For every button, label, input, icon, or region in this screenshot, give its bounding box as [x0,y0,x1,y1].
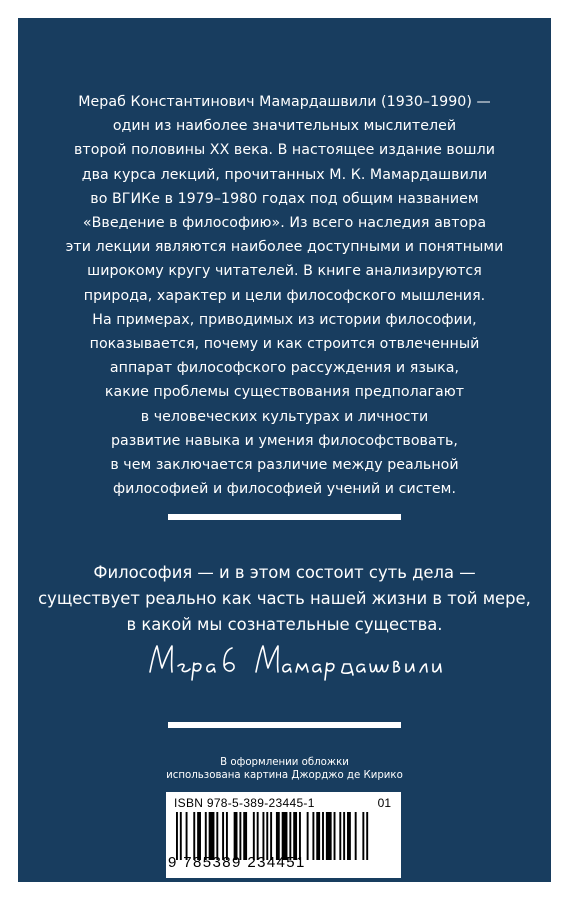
description-line: эти лекции являются наиболее доступными и понятными [65,239,504,256]
book-description [48,90,521,501]
description-line: второй половины XX века. В настоящее издание вошли [74,142,495,159]
barcode-bars [176,812,386,860]
cover-art-credit [158,756,411,782]
author-quote [38,560,531,638]
description-line: природа, характер и цели философского мышления. [83,287,486,304]
description-line: аппарат философского рассуждения и языка, [109,360,460,377]
isbn-barcode [166,792,401,878]
credit-line: В оформлении обложки [220,757,349,768]
description-line: развитие навыка и умения философствовать, [110,432,458,449]
barcode-addon: 01 [377,796,391,810]
author-signature [128,638,448,682]
quote-line: существует реально как часть нашей жизни в той мере, [38,589,531,608]
description-line: «Введение в философию». Из всего наследия автора [82,215,487,232]
description-line: в чем заключается различие между реальной [110,457,459,474]
credit-line: использована картина Джорджо де Кирико [166,770,403,781]
description-line: широкому кругу читателей. В книге анализируются [87,263,482,280]
quote-line: в какой мы сознательные существа. [126,615,443,634]
description-line: один из наиболее значительных мыслителей [112,118,457,135]
description-line: Мераб Константинович Мамардашвили (1930–1990) — [78,94,491,110]
description-line: показывается, почему и как строится отвлеченный [89,336,480,353]
description-line: во ВГИКе в 1979–1980 годах под общим названием [90,190,479,207]
description-line: какие проблемы существования предполагают [104,384,465,401]
description-line: философией и философией учений и систем. [113,481,456,498]
back-cover [18,18,551,882]
isbn-digits: 9 785389 234451 [168,854,306,871]
quote-line: Философия — и в этом состоит суть дела — [93,563,476,582]
description-line: два курса лекций, прочитанных М. К. Мамардашвили [81,166,488,183]
isbn-label: ISBN 978-5-389-23445-1 [174,796,315,810]
divider-top [168,514,401,520]
description-line: в человеческих культурах и личности [140,408,429,425]
divider-bottom [168,722,401,728]
description-line: На примерах, приводимых из истории философии, [92,311,477,328]
